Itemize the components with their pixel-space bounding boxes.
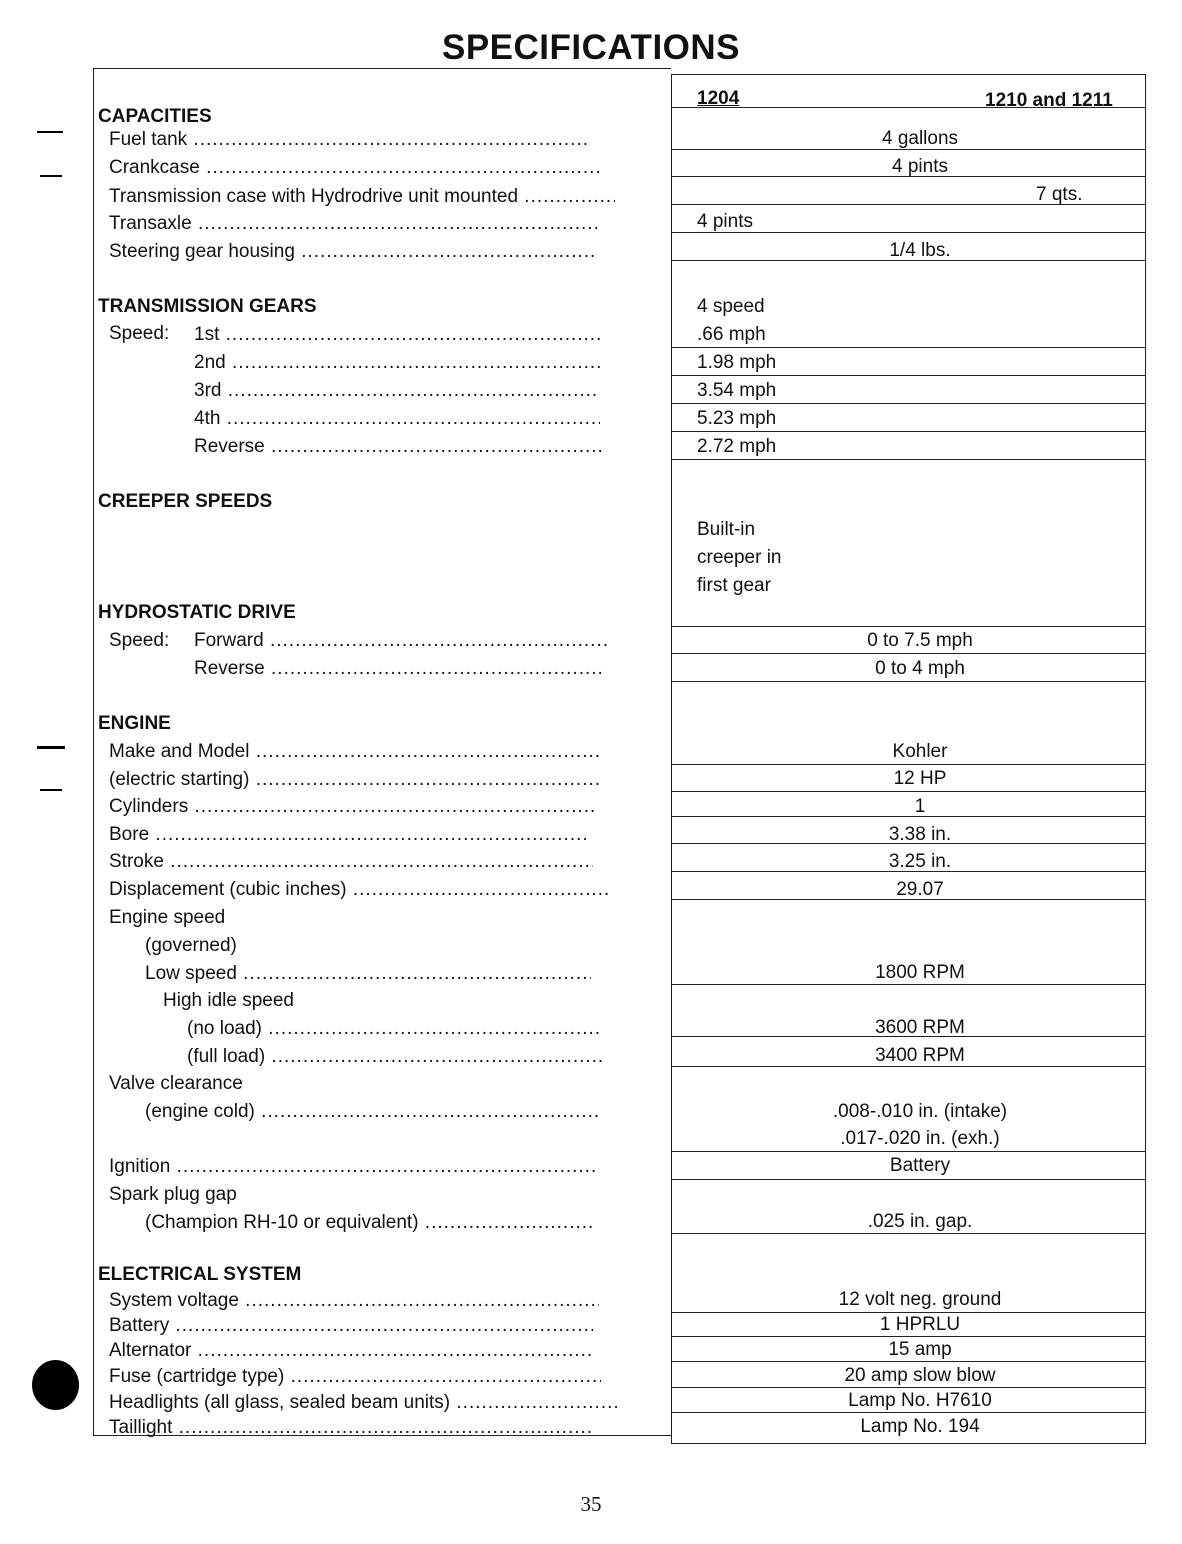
label-hydro-forward: Forward ..... <box>194 630 608 652</box>
label-hydro-reverse: Reverse ..... <box>194 658 604 680</box>
value-full-load: 3400 RPM <box>875 1045 965 1066</box>
label-governed: (governed) <box>145 935 237 956</box>
value-gear-1st: .66 mph <box>697 324 766 345</box>
label-ignition: Ignition ..... <box>109 1156 595 1178</box>
row-rule <box>671 764 1146 765</box>
column-header-1210: 1210 and 1211 <box>985 90 1113 111</box>
label-engine-cold: (engine cold) ..... <box>145 1101 599 1123</box>
label-gear-3rd: 3rd ..... <box>194 380 600 402</box>
label-engine-speed: Engine speed <box>109 907 226 928</box>
value-fuel-tank: 4 gallons <box>881 128 959 149</box>
row-rule <box>671 459 1146 460</box>
row-rule <box>671 107 1146 108</box>
value-steering: 1/4 lbs. <box>889 240 951 261</box>
section-heading-transmission: TRANSMISSION GEARS <box>98 296 317 317</box>
value-spark-gap: .025 in. gap. <box>867 1211 973 1232</box>
label-transaxle: Transaxle ..... <box>109 213 597 235</box>
margin-mark <box>37 131 63 133</box>
value-stroke: 3.25 in. <box>888 851 952 872</box>
row-rule <box>671 1151 1146 1152</box>
row-rule <box>671 653 1146 654</box>
label-full-load: (full load) ..... <box>187 1046 603 1068</box>
value-cylinders: 1 <box>914 796 926 817</box>
value-valve-intake: .008-.010 in. (intake) <box>832 1101 1008 1122</box>
label-cylinders: Cylinders ..... <box>109 796 597 818</box>
label-transmission-case: Transmission case with Hydrodrive unit mounted ..... <box>109 186 615 208</box>
label-valve-clearance: Valve clearance <box>109 1073 243 1094</box>
row-rule <box>671 871 1146 872</box>
label-gear-1st: 1st ..... <box>194 324 600 346</box>
row-rule <box>671 1066 1146 1067</box>
value-hp: 12 HP <box>893 768 947 789</box>
value-fuse: 20 amp slow blow <box>844 1365 996 1386</box>
value-gear-3rd: 3.54 mph <box>697 380 777 401</box>
row-rule <box>671 1387 1146 1388</box>
margin-mark <box>37 746 65 749</box>
label-taillight: Taillight ..... <box>109 1417 593 1439</box>
row-rule <box>671 403 1146 404</box>
section-heading-creeper: CREEPER SPEEDS <box>98 491 273 512</box>
label-spark-plug-gap: Spark plug gap <box>109 1184 237 1205</box>
row-rule <box>671 1179 1146 1180</box>
label-displacement: Displacement (cubic inches) ..... <box>109 879 609 901</box>
row-rule <box>671 1312 1146 1313</box>
label-make-model: Make and Model ..... <box>109 741 599 763</box>
label-fuse: Fuse (cartridge type) ..... <box>109 1366 601 1388</box>
label-gear-reverse: Reverse ..... <box>194 436 604 458</box>
value-hydro-forward: 0 to 7.5 mph <box>867 630 973 651</box>
row-rule <box>671 347 1146 348</box>
column-header-1204: 1204 <box>697 88 740 109</box>
row-rule <box>671 431 1146 432</box>
value-hydro-reverse: 0 to 4 mph <box>875 658 965 679</box>
row-rule <box>671 176 1146 177</box>
row-rule <box>671 260 1146 261</box>
row-rule <box>671 232 1146 233</box>
row-rule <box>671 1336 1146 1337</box>
value-low-speed: 1800 RPM <box>875 962 965 983</box>
value-creeper-line1: Built-in <box>697 519 756 540</box>
row-rule <box>671 791 1146 792</box>
value-gear-reverse: 2.72 mph <box>697 436 777 457</box>
row-rule <box>671 816 1146 817</box>
label-champion: (Champion RH-10 or equivalent) ..... <box>145 1212 595 1234</box>
value-gear-4th: 5.23 mph <box>697 408 777 429</box>
label-low-speed: Low speed ..... <box>145 963 591 985</box>
page-number: 35 <box>580 1492 602 1516</box>
label-speed: Speed: <box>109 323 170 344</box>
section-heading-engine: ENGINE <box>98 713 171 734</box>
row-rule <box>671 984 1146 985</box>
label-crankcase: Crankcase ..... <box>109 157 599 179</box>
label-hydro-speed: Speed: <box>109 630 170 651</box>
label-bore: Bore ..... <box>109 824 589 846</box>
row-rule <box>671 681 1146 682</box>
value-battery: 1 HPRLU <box>879 1314 961 1335</box>
value-creeper-line3: first gear <box>697 575 771 596</box>
label-gear-2nd: 2nd ..... <box>194 352 600 374</box>
value-transmission-type: 4 speed <box>697 296 765 317</box>
margin-mark <box>40 789 62 791</box>
section-heading-capacities: CAPACITIES <box>98 106 212 127</box>
label-fuel-tank: Fuel tank ..... <box>109 129 589 151</box>
value-ignition: Battery <box>889 1155 951 1176</box>
binder-hole <box>32 1360 79 1410</box>
value-make-model: Kohler <box>892 741 948 762</box>
row-rule <box>671 149 1146 150</box>
label-headlights: Headlights (all glass, sealed beam units) ..... <box>109 1392 619 1414</box>
value-creeper-line2: creeper in <box>697 547 782 568</box>
value-no-load: 3600 RPM <box>875 1017 965 1038</box>
label-steering: Steering gear housing ..... <box>109 241 597 263</box>
value-bore: 3.38 in. <box>888 824 952 845</box>
value-system-voltage: 12 volt neg. ground <box>838 1289 1002 1310</box>
label-no-load: (no load) ..... <box>187 1018 599 1040</box>
label-electric-starting: (electric starting) ..... <box>109 769 599 791</box>
row-rule <box>671 1412 1146 1413</box>
margin-mark <box>40 175 62 177</box>
row-rule <box>671 843 1146 844</box>
value-transaxle: 4 pints <box>697 211 753 232</box>
row-rule <box>671 1036 1146 1037</box>
row-rule <box>671 1233 1146 1234</box>
row-rule <box>671 1361 1146 1362</box>
label-battery: Battery ..... <box>109 1315 593 1337</box>
label-alternator: Alternator ..... <box>109 1340 595 1362</box>
value-taillight: Lamp No. 194 <box>860 1416 980 1437</box>
value-crankcase: 4 pints <box>892 156 948 177</box>
row-rule <box>671 204 1146 205</box>
value-valve-exhaust: .017-.020 in. (exh.) <box>840 1128 1000 1149</box>
row-rule <box>671 899 1146 900</box>
value-alternator: 15 amp <box>888 1339 952 1360</box>
value-transmission-case: 7 qts. <box>1036 184 1083 205</box>
row-rule <box>671 626 1146 627</box>
section-heading-electrical: ELECTRICAL SYSTEM <box>98 1264 302 1285</box>
value-headlights: Lamp No. H7610 <box>848 1390 992 1411</box>
value-displacement: 29.07 <box>896 879 944 900</box>
value-gear-2nd: 1.98 mph <box>697 352 777 373</box>
label-high-idle: High idle speed <box>163 990 294 1011</box>
page-title: SPECIFICATIONS <box>441 28 741 67</box>
section-heading-hydrostatic: HYDROSTATIC DRIVE <box>98 602 296 623</box>
label-stroke: Stroke ..... <box>109 851 593 873</box>
row-rule <box>671 375 1146 376</box>
label-system-voltage: System voltage ..... <box>109 1290 599 1312</box>
label-gear-4th: 4th ..... <box>194 408 600 430</box>
